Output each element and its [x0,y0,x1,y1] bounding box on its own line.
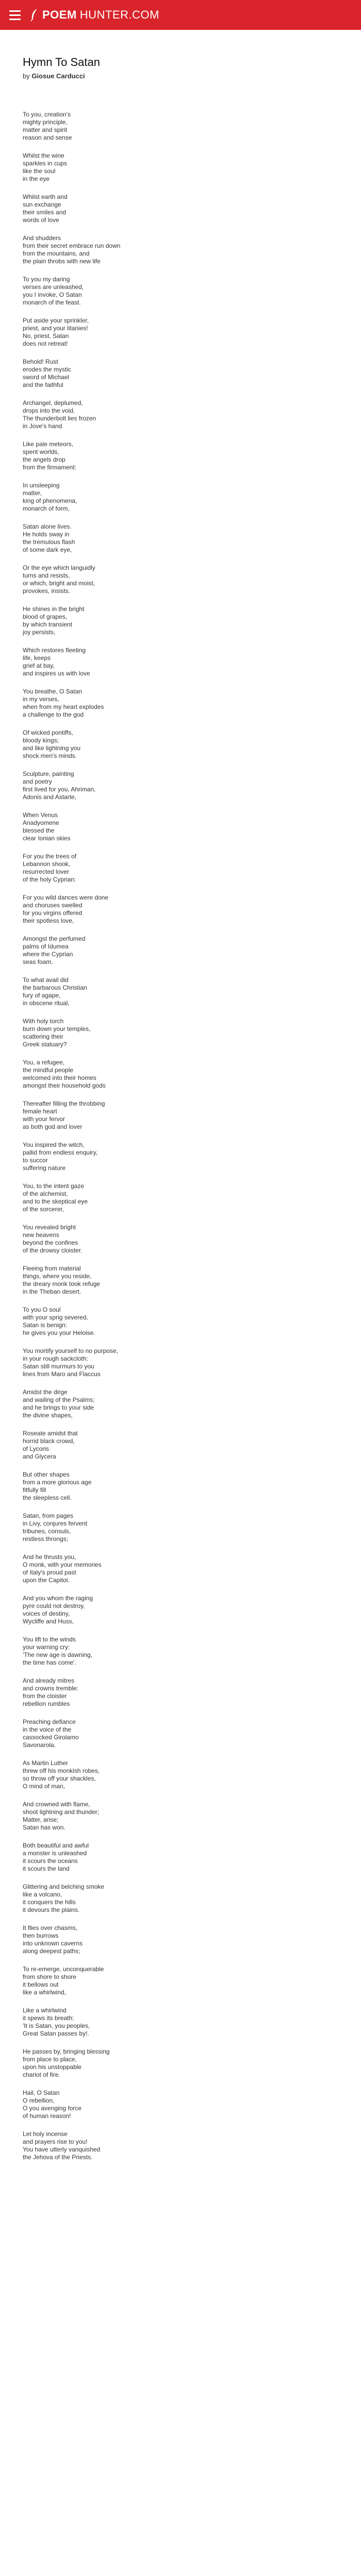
poem-line: rebellion rumbles [23,1700,70,1707]
poem-stanza [23,482,342,513]
poem-line: chariot of fire. [23,2071,60,2078]
poem-line: their spotless love, [23,917,74,924]
poem-line: erodes the mystic [23,366,72,373]
poem-line: to succor [23,1157,48,1164]
poem-line: you I invoke, O Satan [23,291,82,298]
poem-line: their smiles and [23,209,67,216]
poem-line: new heavens [23,1231,59,1239]
poem-line: Satan has won. [23,1824,65,1831]
poem-line: monarch of form, [23,505,70,512]
poem-stanza [23,1965,342,1996]
poem-stanza [23,1759,342,1790]
poem-line: the angels drop [23,456,65,463]
poem-line: upon the Capitol. [23,1577,70,1584]
poem-line: matter and spirit [23,126,68,133]
poem-line: 'The new age is dawning, [23,1651,93,1658]
poem-line: Or the eye which languidly [23,564,95,571]
poem-stanza [23,1471,342,1502]
poem-line: and crowns tremble: [23,1685,79,1692]
poem-stanza [23,1018,342,1048]
poem-stanza [23,894,342,925]
poem-line: For you the trees of [23,853,77,860]
poem-line: pyre could not destroy, [23,1602,85,1609]
poem-line: life, keeps [23,654,51,662]
poem-line: sword of Michael [23,374,70,381]
poem-line: O rebellion, [23,2097,55,2104]
poem-line: welcomed into their homes [23,1074,96,1081]
poem-stanza [23,276,342,307]
poem-line: Greek statuary? [23,1041,67,1048]
poem-byline [23,72,342,80]
poem-line: Glittering and belching smoke [23,1883,105,1890]
poem-stanza [23,1347,342,1378]
poem-line: shoot lightning and thunder; [23,1808,100,1816]
poem-stanza [23,605,342,636]
poem-line: tribunes, consuls, [23,1528,71,1535]
poem-line: joy persists, [23,629,56,636]
poem-line: in obscene ritual, [23,999,70,1007]
poem-line: so throw off your shackles, [23,1775,96,1782]
poem-line: upon his unstoppable [23,2063,82,2071]
poem-line: where the Cyprian [23,951,73,958]
poem-body [23,111,342,2161]
author-link[interactable]: Giosue Carducci [31,72,85,80]
poem-line: The thunderbolt lies frozen [23,415,96,422]
poem-line: of Italy's proud past [23,1569,76,1576]
poem-line: of the alchemist, [23,1190,68,1197]
poem-line: spent worlds, [23,448,59,455]
poem-line: and prayers rise to you! [23,2138,88,2145]
poem-stanza [23,1553,342,1584]
poem-line: monarch of the feast. [23,299,81,306]
poem-line: pallid from endless enquiry, [23,1149,98,1156]
poem-line: then burrows [23,1932,59,1939]
top-navbar [0,0,361,30]
poem-line: Satan alone lives. [23,523,72,530]
poem-line: Wycliffe and Huss, [23,1618,74,1625]
poem-line: as both god and lover [23,1123,83,1130]
poem-line: the barbarous Christian [23,984,87,991]
poem-line: Like a whirlwind [23,2007,67,2014]
poem-line: Great Satan passes by!. [23,2030,89,2037]
logo-text-light: HUNTER.COM [79,8,159,21]
poem-line: from the firmament: [23,464,77,471]
poem-line: To you O soul [23,1306,61,1313]
poem-stanza [23,853,342,884]
poem-line: Savonarola. [23,1741,56,1749]
by-label: by [23,72,30,80]
poem-line: like a volcano, [23,1891,62,1898]
site-logo[interactable] [30,8,159,22]
poem-stanza [23,811,342,842]
poem-line: of the holy Cyprian: [23,876,76,883]
poem-stanza [23,647,342,677]
poem-line: and wailing of the Psalms; [23,1396,95,1403]
poem-line: With holy torch [23,1018,64,1025]
poem-line: in Jove's hand [23,422,62,430]
poem-stanza [23,2007,342,2038]
poem-line: and he brings to your side [23,1404,94,1411]
poem-line: reason and sense [23,134,72,141]
poem-title: Hymn To Satan [23,56,101,69]
poem-stanza [23,1306,342,1337]
poem-line: fitfully fill [23,1486,46,1494]
poem-line: You have utterly vanquished [23,2146,101,2153]
poem-line: To you, creation's [23,111,71,118]
poem-line: sun exchange [23,201,61,208]
poem-line: things, where you reside, [23,1273,92,1280]
poem-line: O you avenging force [23,2105,82,2112]
poem-stanza [23,729,342,760]
poem-line: by which transient [23,621,73,628]
poem-line: Satan is benign: [23,1321,68,1329]
poem-line: the time has come'. [23,1659,76,1666]
poem-line: in your rough sackcloth: [23,1355,88,1362]
poem-line: He shines in the bright [23,605,85,613]
poem-line: amongst their household gods [23,1082,106,1089]
poem-line: Which restores fleeting [23,647,86,654]
poem-line: like a whirlwind, [23,1989,67,1996]
poem-line: You breathe, O Satan [23,688,82,695]
poem-line: Put aside your sprinkler, [23,317,89,324]
poem-line: voices of destiny, [23,1610,70,1617]
poem-stanza [23,976,342,1007]
poem-line: lines from Maro and Flaccus [23,1370,101,1378]
hamburger-menu-icon[interactable] [0,0,30,30]
poem-line: and inspires us with love [23,670,90,677]
poem-line: To what avail did [23,976,69,984]
poem-line: of the sorcerer, [23,1206,64,1213]
poem-line: When Venus [23,811,58,819]
poem-line: drops into the void. [23,407,75,414]
poem-line: To re-emerge, unconquerable [23,1965,104,1973]
poem-line: shock men's minds. [23,752,77,759]
poem-stanza [23,1883,342,1914]
poem-line: from a more glorious age [23,1479,92,1486]
poem-line: Hail, O Satan [23,2089,60,2096]
poem-line: or which, bright and moist, [23,580,95,587]
poem-line: Let holy incense [23,2130,68,2138]
poem-line: Lebannon shook, [23,860,71,868]
poem-stanza [23,1842,342,1873]
poem-line: And he thrusts you, [23,1553,76,1561]
poem-line: grief at bay, [23,662,55,669]
poem-line: Of wicked pontiffs, [23,729,73,736]
poem-stanza [23,1801,342,1832]
poem-line: priest, and your litanies! [23,325,88,332]
poem-stanza [23,1265,342,1296]
poem-line: Whilst the wine [23,152,64,159]
poem-stanza [23,1595,342,1625]
poem-stanza [23,1924,342,1955]
poem-stanza [23,1718,342,1749]
poem-line: from the cloister [23,1692,67,1700]
poem-line: He holds sway in [23,531,70,538]
poem-line: king of phenomena, [23,497,77,504]
poem-line: You, to the intent gaze [23,1182,84,1190]
poem-line: Amidst the dirge [23,1388,68,1396]
poem-line: like the soul [23,167,56,175]
poem-line: He passes by, bringing blessing [23,2048,110,2055]
poem-line: in Livy, conjures fervent [23,1520,88,1527]
logo-text-bold: POEM [42,8,77,21]
poem-stanza [23,193,342,224]
poem-stanza [23,317,342,348]
poem-line: Preaching defiance [23,1718,76,1725]
poem-line: it scours the land [23,1865,70,1872]
poem-line: with your fervor [23,1115,65,1123]
poem-stanza [23,2089,342,2120]
poem-line: does not retreat! [23,340,68,347]
poem-stanza [23,2048,342,2079]
poem-stanza [23,1636,342,1667]
poem-line: the mindful people [23,1066,74,1074]
poem-line: Anadyomene [23,819,59,826]
poem-stanza [23,1059,342,1090]
poem-line: And shudders [23,234,61,242]
poem-line: for you virgins offered [23,909,83,917]
poem-line: with your sprig severed, [23,1314,88,1321]
poem-line: For you wild dances were done [23,894,109,901]
poem-stanza [23,2130,342,2161]
poem-stanza [23,1182,342,1213]
poem-line: Behold! Rust [23,358,58,365]
poem-line: a monster is unleashed [23,1850,87,1857]
poem-line: provokes, insists. [23,587,71,595]
poem-stanza [23,770,342,801]
poem-stanza [23,111,342,142]
poem-line: O mind of man, [23,1783,65,1790]
poem-line: 'It is Satan, you peoples, [23,2022,90,2029]
poem-line: it devours the plains. [23,1906,80,1913]
poem-line: the Jehova of the Priests. [23,2154,93,2161]
poem-line: the tremulous flash [23,538,75,546]
poem-line: in the voice of the [23,1726,72,1733]
poem-line: it conquers the hills [23,1899,76,1906]
poem-line: sparkles in cups [23,160,68,167]
poem-line: when from my heart explodes [23,703,104,710]
poem-stanza [23,523,342,554]
poem-line: and choruses swelled [23,902,83,909]
poem-line: blood of grapes, [23,613,68,620]
poem-line: You lift to the winds [23,1636,76,1643]
poem-line: Sculpture, painting [23,770,74,777]
poem-line: and poetry [23,778,52,785]
poem-line: he gives you your Heloise. [23,1329,95,1336]
poem-line: of some dark eye, [23,546,72,553]
poem-stanza [23,1430,342,1461]
poem-line: words of love [23,216,59,224]
poem-line: Amongst the perfumed [23,935,86,942]
poem-stanza [23,152,342,183]
poem-line: from place to place, [23,2056,77,2063]
poem-line: And crowned with flame, [23,1801,90,1808]
poem-line: Like pale meteors, [23,440,74,448]
poem-line: It flies over chasms, [23,1924,78,1931]
poem-line: of human reason! [23,2112,71,2120]
poem-stanza [23,935,342,966]
poem-line: To you my daring [23,276,70,283]
poem-line: blessed the [23,827,55,834]
poem-line: a challenge to the god [23,711,84,718]
poem-stanza [23,1224,342,1255]
poem-line: from shore to shore [23,1973,77,1980]
poem-line: it spews its breath: [23,2014,74,2022]
poem-line: You inspired the witch, [23,1141,85,1148]
poem-line: of the drowsy cloister. [23,1247,83,1254]
poem-line: first lived for you, Ahriman, [23,786,96,793]
poem-line: beyond the confines [23,1239,78,1246]
poem-line: suffering nature [23,1164,66,1172]
poem-stanza [23,1677,342,1708]
poem-line: it scours the oceans [23,1857,78,1865]
poem-line: female heart [23,1108,57,1115]
poem-stanza [23,440,342,471]
poem-content [23,56,342,2172]
poem-line: in my verses, [23,696,59,703]
poem-stanza [23,688,342,719]
poem-stanza [23,564,342,595]
poem-stanza [23,1512,342,1543]
poem-line: You, a refugee, [23,1059,64,1066]
poem-line: horrid black crowd, [23,1437,75,1445]
poem-stanza [23,1100,342,1131]
feather-logo-icon [30,8,39,22]
poem-line: resurrected lover [23,868,70,875]
poem-line: verses are unleashed, [23,283,84,291]
poem-line: in the Theban desert. [23,1288,81,1295]
poem-line: restless throngs; [23,1535,69,1543]
poem-line: threw off his monkish robes, [23,1767,100,1774]
poem-line: But other shapes [23,1471,70,1478]
poem-line: Thereafter filling the throbbing [23,1100,105,1107]
poem-line: and like lightning you [23,744,81,752]
poem-line: from their secret embrace run down [23,242,121,249]
poem-line: the divine shapes, [23,1412,73,1419]
poem-line: Satan still murmurs to you [23,1363,94,1370]
poem-line: Matter, arise; [23,1816,59,1823]
poem-line: palms of Idumea [23,943,69,950]
poem-line: from the mountains, and [23,250,90,257]
poem-line: it bellows out [23,1981,59,1988]
poem-line: You mortify yourself to no purpose, [23,1347,118,1354]
poem-line: the sleepless cell. [23,1494,72,1501]
poem-line: Satan, from pages [23,1512,74,1519]
poem-line: No, priest, Satan [23,332,69,340]
poem-stanza [23,1388,342,1419]
poem-line: your warning cry: [23,1643,70,1651]
poem-line: Roseate amidst that [23,1430,78,1437]
poem-line: cassocked Girolamo [23,1734,79,1741]
poem-line: the dreary monk took refuge [23,1280,101,1287]
poem-line: bloody kings; [23,737,59,744]
poem-line: In unsleeping [23,482,60,489]
poem-line: Both beautiful and awful [23,1842,89,1849]
poem-line: of Lycoris [23,1445,49,1452]
poem-line: fury of agape, [23,992,61,999]
poem-line: O monk, with your memories [23,1561,102,1568]
poem-line: matter, [23,489,42,497]
poem-line: and the faithful [23,381,63,388]
poem-line: scattering their [23,1033,63,1040]
poem-stanza [23,358,342,389]
poem-line: the plain throbs with new life [23,258,101,265]
poem-line: And you whom the raging [23,1595,93,1602]
poem-stanza [23,399,342,430]
poem-line: burn down your temples, [23,1025,91,1032]
poem-line: and to the skeptical eye [23,1198,88,1205]
poem-line: As Martin Luther [23,1759,69,1767]
poem-line: seas foam. [23,958,53,965]
poem-line: Fleeing from material [23,1265,81,1272]
poem-line: in the eye [23,175,50,182]
poem-line: along deepest paths; [23,1947,80,1955]
poem-line: mighty principle, [23,118,68,126]
poem-line: clear Ionian skies [23,835,71,842]
poem-line: You revealed bright [23,1224,76,1231]
poem-line: Whilst earth and [23,193,68,200]
poem-line: into unknown caverns [23,1940,83,1947]
poem-line: Archangel, deplumed, [23,399,83,406]
poem-line: and Glycera [23,1453,56,1460]
poem-stanza [23,1141,342,1172]
poem-stanza [23,234,342,265]
poem-line: turns and resists, [23,572,70,579]
poem-line: Adonis and Astarte, [23,793,77,801]
poem-line: And already mitres [23,1677,75,1684]
